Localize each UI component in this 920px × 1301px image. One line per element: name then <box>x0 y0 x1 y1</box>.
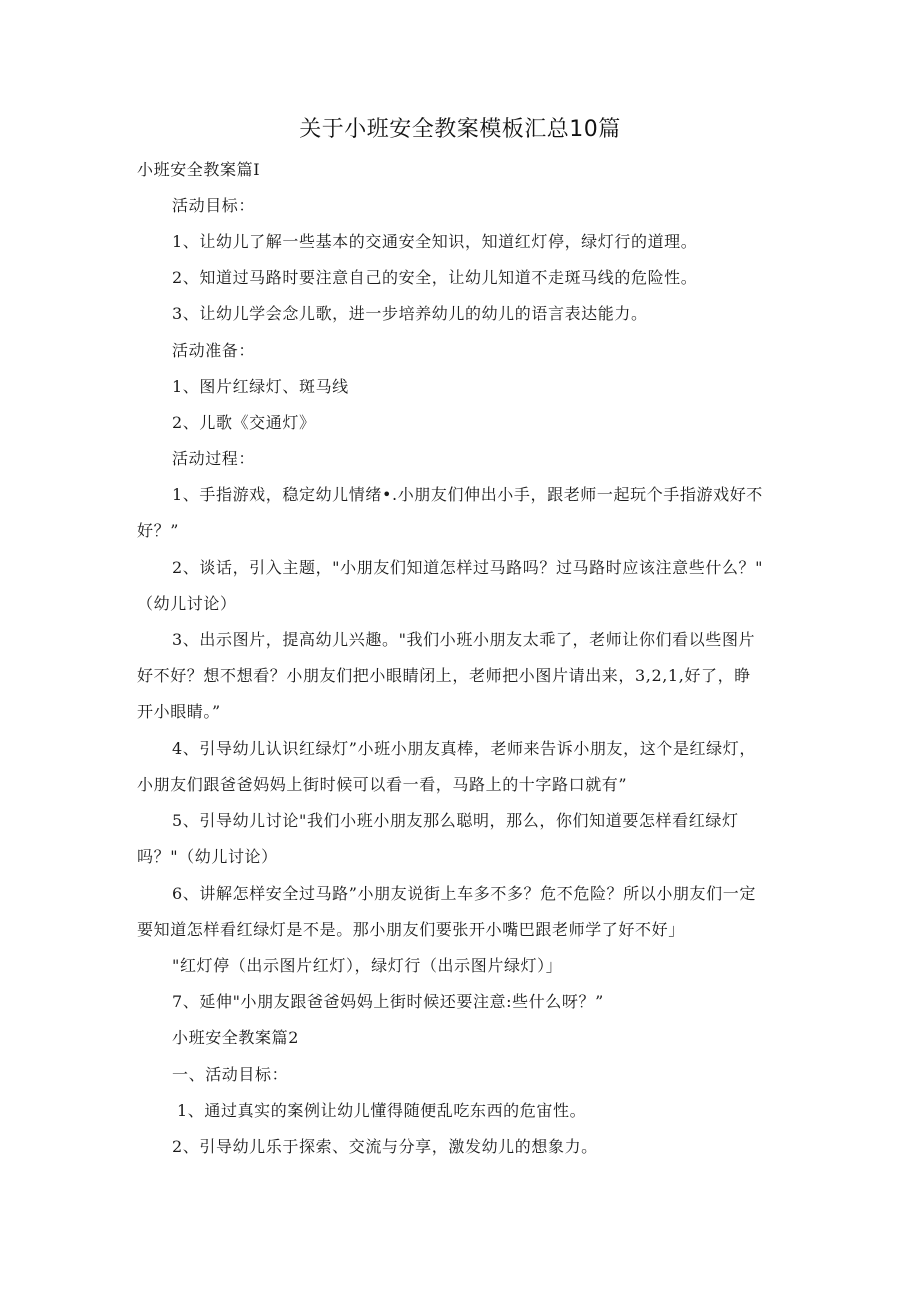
paragraph-continued: （幼儿讨论） <box>137 594 237 613</box>
paragraph: 4、引导幼儿认识红绿灯”小班小朋友真棒，老师来告诉小朋友，这个是红绿灯， <box>172 739 756 758</box>
paragraph: 3、让幼儿学会念儿歌，进一步培养幼儿的幼儿的语言表达能力。 <box>172 304 648 323</box>
paragraph: 2、谈话，引入主题，"小朋友们知道怎样过马路吗？过马路时应该注意些什么？" <box>172 558 764 577</box>
paragraph: 5、引导幼儿讨论"我们小班小朋友那么聪明，那么，你们知道要怎样看红绿灯 <box>172 811 739 830</box>
paragraph: 7、延伸"小朋友跟爸爸妈妈上街时候还要注意:些什么呀？” <box>172 992 604 1011</box>
paragraph-continued: 小朋友们跟爸爸妈妈上街时候可以看一看，马路上的十字路口就有” <box>137 775 628 794</box>
paragraph: 1、图片红绿灯、斑马线 <box>172 377 349 396</box>
paragraph: 2、儿歌《交通灯》 <box>172 413 316 432</box>
paragraph: 1、让幼儿了解一些基本的交通安全知识，知道红灯停，绿灯行的道理。 <box>172 232 698 251</box>
paragraph: 活动目标： <box>172 196 256 215</box>
document-title: 关于小班安全教案模板汇总10篇 <box>299 117 621 142</box>
section-heading-1: 小班安全教案篇I <box>137 160 261 179</box>
paragraph-continued: 要知道怎样看红绿灯是不是。那小朋友们要张开小嘴巴跟老师学了好不好」 <box>137 920 685 939</box>
paragraph: 3、出示图片，提高幼儿兴趣。"我们小班小朋友太乖了，老师让你们看以些图片 <box>172 630 756 649</box>
paragraph: "红灯停（出示图片红灯），绿灯行（出示图片绿灯）」 <box>172 956 563 975</box>
section-heading-2: 小班安全教案篇2 <box>172 1028 299 1047</box>
paragraph: 活动准备： <box>172 341 256 360</box>
paragraph: 6、讲解怎样安全过马路”小朋友说街上车多不多？危不危险？所以小朋友们一定 <box>172 884 756 903</box>
paragraph: 2、引导幼儿乐于探索、交流与分享，激发幼儿的想象力。 <box>172 1137 598 1156</box>
paragraph-continued: 好？” <box>137 521 179 540</box>
paragraph-continued: 开小眼睛。” <box>137 702 221 721</box>
paragraph: 一、活动目标： <box>172 1065 289 1084</box>
paragraph: 1、手指游戏，稳定幼儿情绪•.小朋友们伸出小手，跟老师一起玩个手指游戏好不 <box>172 485 763 504</box>
paragraph: 活动过程： <box>172 449 256 468</box>
paragraph-continued: 好不好？想不想看？小朋友们把小眼睛闭上，老师把小图片请出来，3,2,1,好了，睁 <box>137 666 751 685</box>
paragraph-continued: 吗？"（幼儿讨论） <box>137 847 278 866</box>
paragraph: 2、知道过马路时要注意自己的安全，让幼儿知道不走斑马线的危险性。 <box>172 268 698 287</box>
paragraph: 1、通过真实的案例让幼儿懂得随便乱吃东西的危宙性。 <box>177 1101 587 1120</box>
